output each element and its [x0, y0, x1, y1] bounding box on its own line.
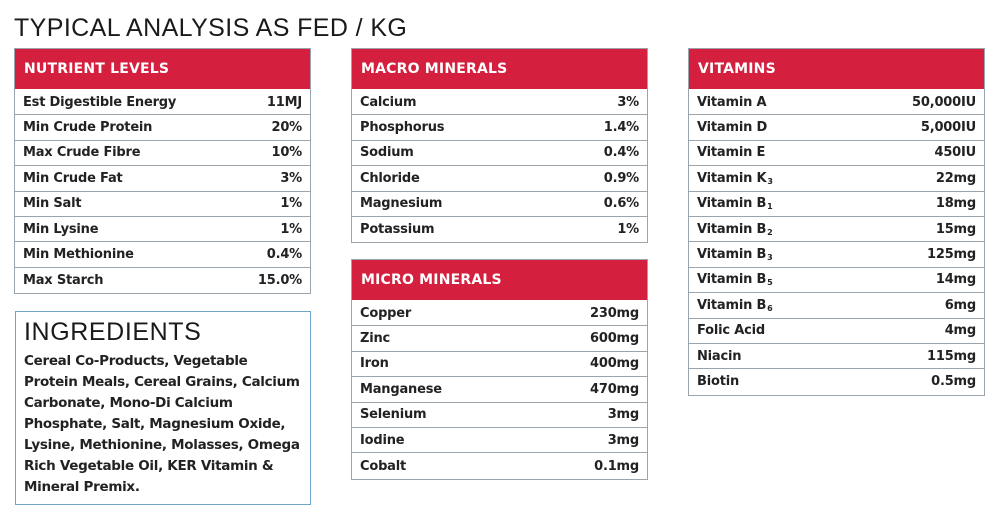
row-value: 0.5mg	[931, 374, 976, 390]
row-label-text: Min Lysine	[23, 221, 99, 237]
table-row	[15, 90, 310, 115]
ingredients-text: Cereal Co-Products, Vegetable Protein Meals, Cereal Grains, Calcium Carbonate, Mono-Di Calcium Phosphate, Salt, Magnesium Oxide, Lysine, Methionine, Molasses, Omega Rich Vegetable Oil, KER Vitamin & Mineral Premix.	[24, 353, 300, 495]
row-label	[697, 196, 773, 211]
row-label-text: Vitamin B	[697, 196, 767, 212]
page-title: TYPICAL ANALYSIS AS FED / KG	[14, 14, 408, 42]
row-label-text: Folic Acid	[697, 323, 765, 339]
row-label-text: Max Starch	[23, 272, 104, 288]
table-row	[15, 242, 310, 267]
table-row	[689, 192, 984, 217]
row-label	[23, 171, 123, 186]
row-label-text: Vitamin B	[697, 221, 767, 237]
row-value: 0.4%	[266, 247, 302, 263]
row-label	[23, 120, 152, 135]
table-row	[352, 115, 647, 140]
row-label-text: Chloride	[360, 170, 420, 186]
row-label	[360, 222, 434, 237]
row-value: 0.1mg	[594, 458, 639, 474]
row-label-text: Iodine	[360, 432, 405, 448]
row-value: 230mg	[590, 305, 639, 321]
table-row	[15, 268, 310, 293]
row-label	[23, 247, 134, 262]
table-row	[15, 192, 310, 217]
table-row	[352, 141, 647, 166]
row-value: 0.6%	[603, 196, 639, 212]
table-row	[689, 319, 984, 344]
row-label	[360, 356, 389, 371]
row-label	[360, 306, 411, 321]
table-row	[352, 377, 647, 402]
row-label	[697, 323, 765, 338]
row-label	[23, 95, 176, 110]
row-label	[23, 145, 140, 160]
table-row	[689, 217, 984, 242]
row-label	[697, 272, 773, 287]
row-value: 0.9%	[603, 170, 639, 186]
table-row	[15, 115, 310, 140]
row-value: 470mg	[590, 381, 639, 397]
row-value: 0.4%	[603, 145, 639, 161]
table-row	[352, 166, 647, 191]
row-label-text: Min Crude Protein	[23, 120, 153, 136]
row-value: 1%	[280, 196, 302, 212]
table-row	[689, 90, 984, 115]
row-value: 3mg	[607, 432, 639, 448]
macro-minerals-header: MACRO MINERALS	[352, 49, 647, 89]
row-label-text: Max Crude Fibre	[23, 145, 141, 161]
table-row	[352, 192, 647, 217]
row-value: 400mg	[590, 356, 639, 372]
row-label-subscript: 6	[767, 303, 773, 313]
row-label-text: Est Digestible Energy	[23, 94, 177, 110]
row-label-text: Vitamin D	[697, 120, 768, 136]
row-label-text: Iron	[360, 356, 389, 372]
table-row	[15, 166, 310, 191]
row-value: 14mg	[935, 272, 976, 288]
table-row	[352, 428, 647, 453]
row-label-text: Vitamin K	[697, 170, 767, 186]
row-label	[697, 171, 773, 186]
row-label	[23, 273, 103, 288]
row-value: 1%	[617, 222, 639, 238]
row-value: 6mg	[944, 297, 976, 313]
row-value: 1%	[280, 221, 302, 237]
table-row	[689, 115, 984, 140]
row-value: 15mg	[935, 221, 976, 237]
row-label	[697, 120, 767, 135]
row-value: 22mg	[935, 170, 976, 186]
row-value: 600mg	[590, 331, 639, 347]
row-value: 15.0%	[257, 272, 302, 288]
table-row	[352, 326, 647, 351]
row-label-text: Vitamin E	[697, 145, 766, 161]
row-label-text: Zinc	[360, 331, 391, 347]
table-row	[352, 301, 647, 326]
table-row	[689, 344, 984, 369]
row-label	[697, 95, 766, 110]
table-row	[352, 90, 647, 115]
row-value: 20%	[271, 120, 302, 136]
row-label-text: Cobalt	[360, 458, 407, 474]
table-row	[689, 242, 984, 267]
row-value: 115mg	[927, 348, 976, 364]
row-label	[360, 120, 444, 135]
row-label	[23, 196, 81, 211]
row-value: 11MJ	[266, 94, 302, 110]
row-label-subscript: 3	[767, 253, 773, 263]
row-value: 450IU	[934, 145, 976, 161]
row-label-text: Vitamin B	[697, 247, 767, 263]
row-value: 10%	[271, 145, 302, 161]
ingredients-title: INGREDIENTS	[24, 318, 202, 346]
row-label	[697, 298, 773, 313]
row-label-text: Vitamin B	[697, 272, 767, 288]
row-label	[360, 171, 420, 186]
row-label-text: Phosphorus	[360, 120, 445, 136]
row-label	[360, 331, 390, 346]
nutrient-levels-header: NUTRIENT LEVELS	[15, 49, 310, 89]
vitamins-header: VITAMINS	[689, 49, 984, 89]
row-label-text: Min Crude Fat	[23, 170, 123, 186]
row-label	[360, 196, 442, 211]
row-label-text: Vitamin A	[697, 94, 767, 110]
row-value: 1.4%	[603, 120, 639, 136]
row-label-subscript: 3	[767, 176, 773, 186]
micro-minerals-panel	[351, 259, 648, 480]
table-row	[352, 217, 647, 242]
row-label	[697, 374, 739, 389]
row-label-text: Vitamin B	[697, 297, 767, 313]
row-label	[360, 145, 414, 160]
row-label	[697, 349, 741, 364]
table-row	[689, 141, 984, 166]
row-label	[360, 95, 416, 110]
ingredients-box	[15, 311, 311, 505]
row-value: 125mg	[927, 247, 976, 263]
table-row	[689, 166, 984, 191]
row-label-subscript: 5	[767, 278, 773, 288]
row-value: 5,000IU	[920, 120, 976, 136]
row-label-text: Selenium	[360, 407, 427, 423]
table-row	[689, 268, 984, 293]
row-label	[360, 407, 426, 422]
vitamins-panel	[688, 48, 985, 396]
row-value: 3mg	[607, 407, 639, 423]
table-row	[689, 369, 984, 394]
row-label	[697, 145, 765, 160]
micro-minerals-header: MICRO MINERALS	[352, 260, 647, 300]
nutrient-levels-panel	[14, 48, 311, 294]
row-label	[697, 247, 773, 262]
row-value: 4mg	[944, 323, 976, 339]
row-label	[697, 222, 773, 237]
row-label-text: Niacin	[697, 348, 742, 364]
row-label	[360, 459, 406, 474]
row-label-text: Biotin	[697, 374, 740, 390]
table-row	[15, 141, 310, 166]
table-row	[352, 352, 647, 377]
table-row	[15, 217, 310, 242]
row-label-subscript: 1	[767, 202, 773, 212]
row-label-text: Copper	[360, 305, 412, 321]
row-label-text: Manganese	[360, 381, 442, 397]
table-row	[352, 403, 647, 428]
row-value: 18mg	[935, 196, 976, 212]
row-label-text: Potassium	[360, 222, 435, 238]
row-value: 50,000IU	[912, 94, 976, 110]
row-value: 3%	[617, 94, 639, 110]
table-row	[689, 293, 984, 318]
macro-minerals-panel	[351, 48, 648, 243]
row-label-text: Magnesium	[360, 196, 443, 212]
row-label-text: Calcium	[360, 94, 417, 110]
table-row	[352, 453, 647, 478]
row-label	[360, 382, 442, 397]
row-label-text: Min Methionine	[23, 247, 134, 263]
row-label	[23, 222, 98, 237]
row-label-subscript: 2	[767, 227, 773, 237]
row-label	[360, 433, 404, 448]
row-value: 3%	[280, 170, 302, 186]
row-label-text: Sodium	[360, 145, 414, 161]
row-label-text: Min Salt	[23, 196, 82, 212]
